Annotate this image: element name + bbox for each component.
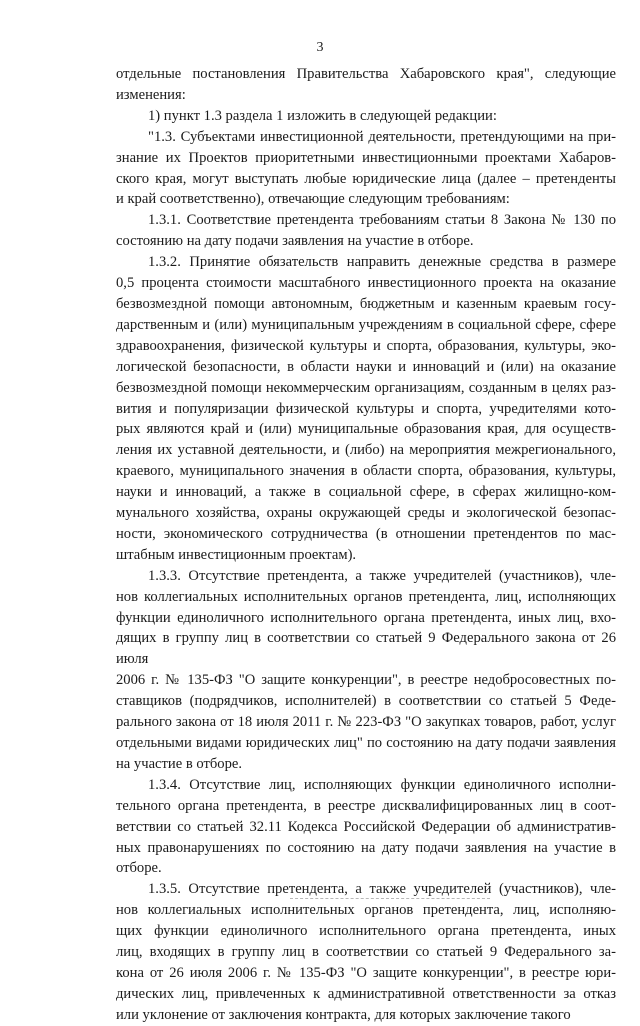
text-line: здравоохранения, физической культуры и спорта, образования, культуры, эко- — [116, 337, 616, 354]
text-line: отборе. — [116, 860, 162, 877]
text-line: и край соответственно), отвечающие следующим требованиям: — [116, 191, 510, 208]
bottom-rule — [290, 898, 490, 899]
text-line: отдельными видами юридических лиц" по состоянию на дату подачи заявления — [116, 735, 616, 751]
text-line: изменения: — [116, 86, 186, 103]
text-line: рых являются край и (или) муниципальные образования края, для осуществ- — [116, 421, 616, 438]
document-body — [116, 64, 616, 1026]
text-line: состоянию на дату подачи заявления на участие в отборе. — [116, 233, 474, 250]
text-line: ности, экономического сотрудничества (в отношении претендентов по мас- — [116, 525, 616, 542]
paragraph — [116, 775, 616, 880]
text-line: 1.3.3. Отсутствие претендента, а также учредителей (участников), чле- — [148, 567, 616, 584]
text-line: ставщиков (подрядчиков, исполнителей) в соответствии со статьей 5 Феде- — [116, 693, 616, 710]
text-line: функции единоличного исполнительного органа претендента, иных лиц, вхо- — [116, 609, 616, 626]
text-line: ных правонарушениях по состоянию на дату подачи заявления на участие в — [116, 839, 616, 856]
text-line: мунального хозяйства, охраны окружающей среды и экологической безопас- — [116, 505, 616, 522]
text-line: 2006 г. № 135-ФЗ "О защите конкуренции", в реестре недобросовестных по- — [116, 672, 616, 689]
text-line: 1.3.4. Отсутствие лиц, исполняющих функции единоличного исполни- — [148, 776, 616, 793]
text-line: дических лиц, привлеченных к административной ответственности за отказ — [116, 985, 616, 1002]
text-line: или уклонение от заключения контракта, для которых заключение такого — [116, 1006, 571, 1023]
text-line: лиц, входящих в группу лиц в соответствии со статьей 9 Федерального за- — [116, 944, 616, 961]
text-line: 1) пункт 1.3 раздела 1 изложить в следующей редакции: — [148, 107, 497, 124]
text-line: краевого, муниципального значения в области спорта, образования, культуры, — [116, 463, 616, 480]
page-number: 3 — [316, 40, 324, 55]
text-line: на участие в отборе. — [116, 755, 243, 772]
text-line: штабным инвестиционным проектам). — [116, 546, 357, 563]
paragraph — [116, 210, 616, 252]
paragraph — [116, 566, 616, 775]
text-line: безвозмездной помощи некоммерческим организациям, созданным в целях раз- — [116, 379, 616, 396]
text-line: безвозмездной помощи автономным, бюджетным и казенным краевым госу- — [116, 295, 616, 312]
text-line: щих функции единоличного исполнительного органа претендента, иных — [116, 923, 616, 940]
text-line: 0,5 процента стоимости масштабного инвестиционного проекта на оказание — [116, 275, 616, 292]
text-line: 1.3.1. Соответствие претендента требованиям статьи 8 Закона № 130 по — [148, 212, 616, 229]
text-line: ветствии со статьей 32.11 Кодекса Российской Федерации об административ- — [116, 818, 616, 835]
text-line: тельного органа претендента, в реестре дисквалифицированных лиц в соот- — [116, 797, 616, 814]
text-line: дарственным и (или) муниципальным учреждениям в социальной сфере, сфере — [116, 316, 616, 333]
text-line: логической безопасности, в области науки и инноваций и (или) на оказание — [116, 358, 616, 375]
text-line: знание их Проектов приоритетными инвестиционными проектами Хабаров- — [116, 149, 616, 166]
text-line: "1.3. Субъектами инвестиционной деятельности, претендующими на при- — [148, 128, 616, 145]
text-line: вития и популяризации физической культуры и спорта, учредителями кото- — [116, 400, 616, 417]
text-line: нов коллегиальных исполнительных органов претендента, лиц, исполняющих — [116, 588, 616, 605]
text-line: кона от 26 июля 2006 г. № 135-ФЗ "О защите конкуренции", в реестре юри- — [116, 964, 616, 981]
paragraph — [116, 879, 616, 1025]
text-line: 1.3.2. Принятие обязательств направить денежные средства в размере — [148, 254, 616, 271]
paragraph — [116, 127, 616, 211]
text-line: рального закона от 18 июля 2011 г. № 223-ФЗ "О закупках товаров, работ, услуг — [116, 714, 616, 731]
text-line: отдельные постановления Правительства Хабаровского края", следующие — [116, 66, 616, 82]
text-line: ления их уставной деятельности, и (либо) на мероприятия межрегионального, — [116, 442, 616, 459]
text-line: ского края, могут выступать любые юридические лица (далее – претенденты — [116, 170, 616, 187]
text-line: нов коллегиальных исполнительных органов претендента, лиц, исполняю- — [116, 902, 616, 919]
text-line: дящих в группу лиц в соответствии со статьей 9 Федерального закона от 26 июля — [116, 630, 616, 668]
paragraph — [116, 64, 616, 106]
text-line: 1.3.5. Отсутствие претендента, а также учредителей (участников), чле- — [148, 881, 616, 898]
text-line: науки и инноваций, а также в социальной сфере, в сферах жилищно-ком- — [116, 484, 616, 501]
paragraph — [116, 252, 616, 566]
paragraph — [116, 106, 616, 127]
